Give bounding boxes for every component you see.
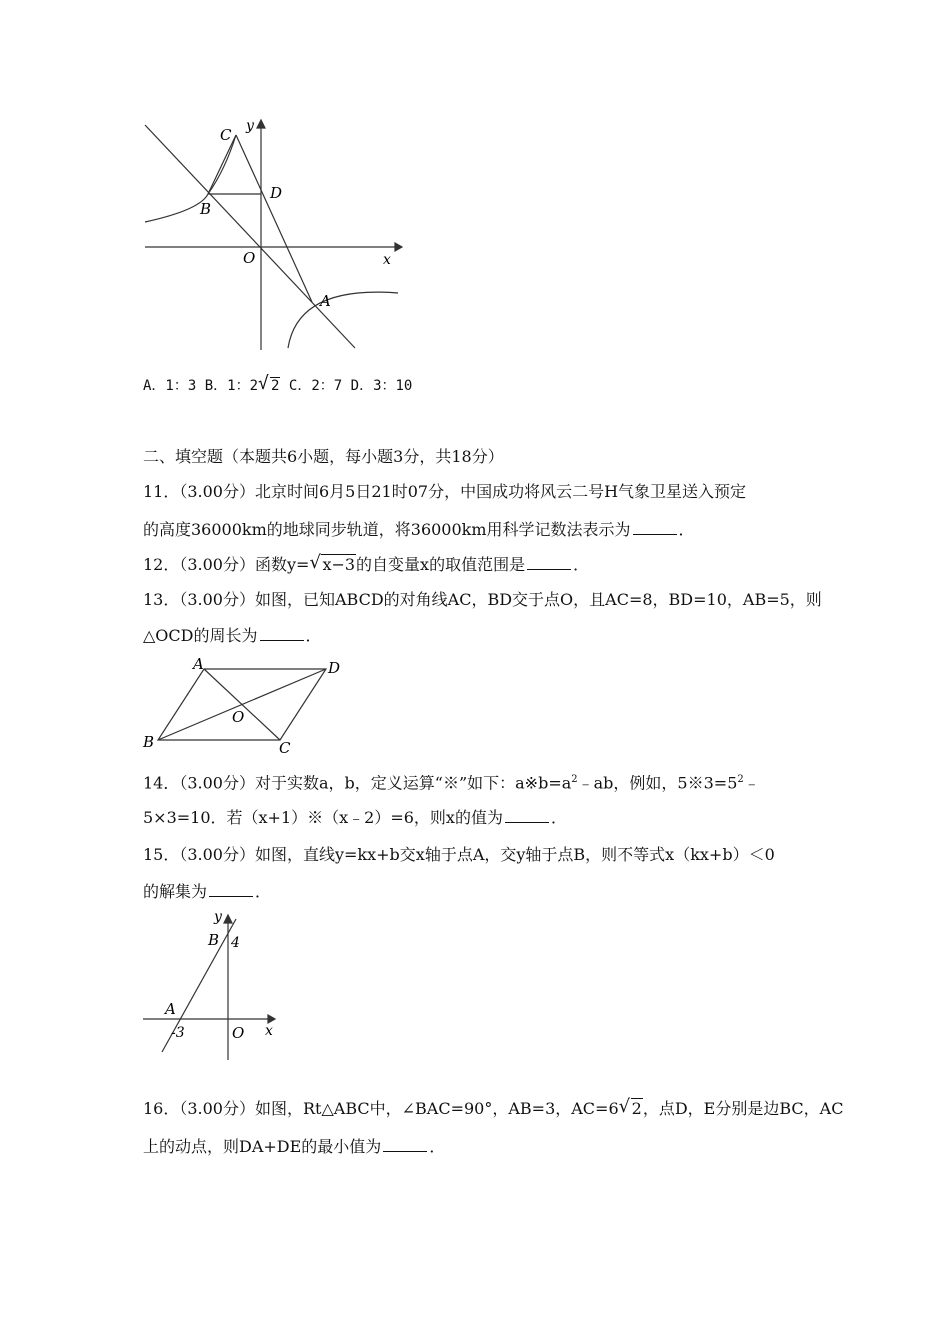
answer-options <box>143 373 413 396</box>
answer-blank[interactable] <box>527 555 571 570</box>
q12: 12．（3.00分）函数y= √ x−3的自变量x的取值范围是 ． <box>143 552 590 574</box>
q16-line1: 16．（3.00分）如图，Rt△ABC中，∠BAC=90°，AB=3，AC=6 √ 2，点D，E分别是边BC，AC <box>143 1096 844 1118</box>
fig1-label-a: A <box>320 292 331 310</box>
answer-blank[interactable] <box>505 808 549 823</box>
fig15-label-x: x <box>265 1023 273 1039</box>
q13-line2: △OCD的周长为 ． <box>143 626 322 645</box>
figure-line-graph <box>140 905 285 1065</box>
fig15-label-neg3: -3 <box>171 1025 185 1041</box>
fig13-label-o: O <box>232 708 245 726</box>
option-b: B．1：2 √ 2 <box>204 373 280 394</box>
fig15-label-a: A <box>165 1000 176 1018</box>
fig1-label-d: D <box>270 184 283 202</box>
fig15-label-o: O <box>232 1024 245 1042</box>
q15-line2: 的解集为 ． <box>143 882 272 901</box>
figure-parallelogram <box>140 655 350 755</box>
answer-blank[interactable] <box>383 1137 427 1152</box>
answer-blank[interactable] <box>260 626 304 641</box>
fig15-label-4: 4 <box>231 935 240 951</box>
fig1-label-x: x <box>383 252 391 268</box>
fig1-label-o: O <box>243 249 256 267</box>
fig13-label-c: C <box>279 739 291 755</box>
fig15-label-b: B <box>208 931 220 949</box>
option-d: D．3：10 <box>350 378 413 394</box>
q11-line2: 的高度36000km的地球同步轨道，将36000km用科学记数法表示为 ． <box>143 520 695 539</box>
fig13-label-b: B <box>143 733 155 751</box>
q11-line1: 11．（3.00分）北京时间6月5日21时07分，中国成功将风云二号H气象卫星送入预定 <box>143 482 747 501</box>
section-title: 二、填空题（本题共6小题，每小题3分，共18分） <box>143 447 504 466</box>
figure-hyperbola <box>140 110 410 355</box>
fig1-label-b: B <box>200 200 212 218</box>
fig15-label-y: y <box>214 909 222 925</box>
q14-line1: 14．（3.00分）对于实数a，b，定义运算“※”如下：$a※b=a^2﹣ab$，例如，$5※3=5^2﹣$ <box>143 773 760 793</box>
answer-blank[interactable] <box>209 882 253 897</box>
answer-blank[interactable] <box>633 520 677 535</box>
q14-line2: 5×3=10．若（x+1）※（x﹣2）=6，则x的值为 ． <box>143 808 567 827</box>
q13-line1: 13．（3.00分）如图，已知ABCD的对角线AC，BD交于点O，且AC=8，BD=10，AB=5，则 <box>143 590 822 609</box>
fig13-label-a: A <box>193 655 204 673</box>
option-c: C．2：7 <box>288 378 343 394</box>
q15-line1: 15．（3.00分）如图，直线y=kx+b交x轴于点A，交y轴于点B，则不等式x（kx+b）＜0 <box>143 845 775 864</box>
fig1-label-y: y <box>246 118 254 134</box>
option-a: A．1：3 <box>143 378 197 394</box>
q16-line2: 上的动点，则DA+DE的最小值为 ． <box>143 1137 446 1156</box>
fig13-label-d: D <box>328 659 341 677</box>
fig1-label-c: C <box>220 126 232 144</box>
